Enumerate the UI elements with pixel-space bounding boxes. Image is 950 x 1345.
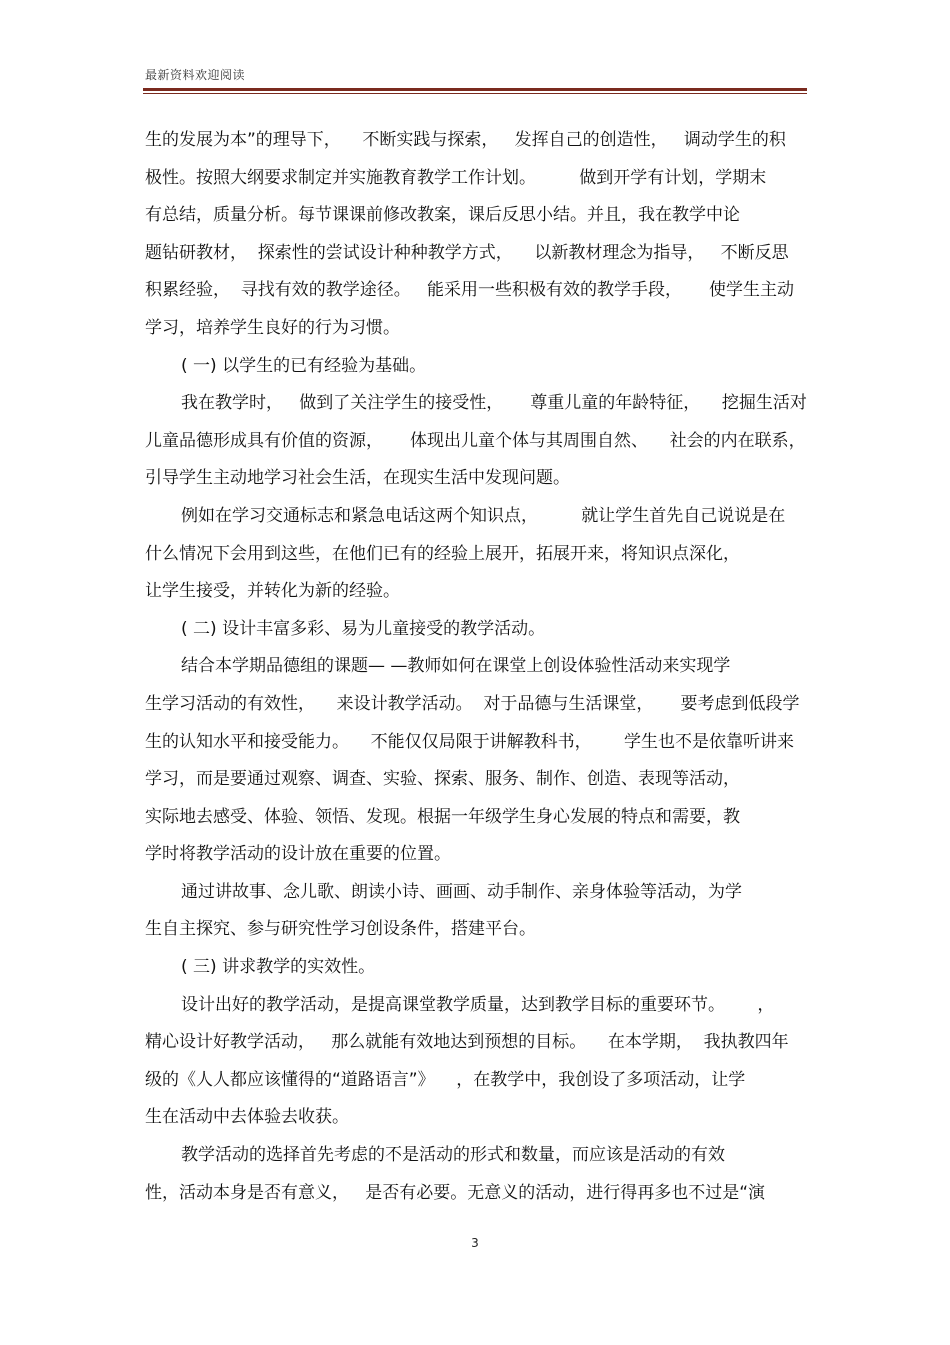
text-line: ( 三) 讲求教学的实效性。 [181, 957, 376, 978]
text-line: 我在教学时， 做到了关注学生的接受性， 尊重儿童的年龄特征， 挖掘生活对 [181, 393, 807, 414]
text-line: 题钻研教材， 探索性的尝试设计种种教学方式， 以新教材理念为指导， 不断反思 [145, 242, 789, 263]
text-line: 通过讲故事、念儿歌、朗读小诗、画画、动手制作、亲身体验等活动，为学 [181, 881, 742, 902]
text-line: 生的认知水平和接受能力。 不能仅仅局限于讲解教科书， 学生也不是依靠听讲来 [145, 731, 795, 752]
text-line: ( 一) 以学生的已有经验为基础。 [181, 355, 427, 376]
text-line: 教学活动的选择首先考虑的不是活动的形式和数量，而应该是活动的有效 [181, 1145, 725, 1166]
text-line: 让学生接受，并转化为新的经验。 [145, 581, 400, 602]
text-line: 积累经验， 寻找有效的教学途径。 能采用一些积极有效的教学手段， 使学生主动 [145, 280, 795, 301]
text-line: 有总结，质量分析。每节课课前修改教案，课后反思小结。并且，我在教学中论 [145, 205, 740, 226]
text-line: ( 二) 设计丰富多彩、易为儿童接受的教学活动。 [181, 618, 546, 639]
text-line: 级的《人人都应该懂得的“道路语言”》 ，在教学中，我创设了多项活动，让学 [145, 1069, 746, 1090]
text-line: 实际地去感受、体验、领悟、发现。根据一年级学生身心发展的特点和需要，教 [145, 806, 740, 827]
text-line: 生学习活动的有效性， 来设计教学活动。 对于品德与生活课堂， 要考虑到低段学 [145, 693, 800, 714]
text-line: 性，活动本身是否有意义， 是否有必要。无意义的活动，进行得再多也不过是“演 [145, 1182, 766, 1203]
text-line: 精心设计好教学活动， 那么就能有效地达到预想的目标。 在本学期， 我执教四年 [145, 1032, 789, 1053]
page-header: 最新资料欢迎阅读 [145, 68, 246, 82]
text-line: 儿童品德形成具有价值的资源， 体现出儿童个体与其周围自然、 社会的内在联系， [145, 430, 806, 451]
text-line: 极性。按照大纲要求制定并实施教育教学工作计划。 做到开学有计划，学期末 [145, 167, 767, 188]
page-number: 3 [471, 1236, 479, 1250]
cutoff-line [145, 1218, 805, 1230]
text-line: 例如在学习交通标志和紧急电话这两个知识点， 就让学生首先自己说说是在 [181, 505, 786, 526]
text-line: 学习，而是要通过观察、调查、实验、探索、服务、制作、创造、表现等活动， [145, 769, 740, 790]
text-line: 学习，培养学生良好的行为习惯。 [145, 317, 400, 338]
text-line: 生的发展为本”的理导下， 不断实践与探索， 发挥自己的创造性， 调动学生的积 [145, 130, 786, 150]
text-line: 结合本学期品德组的课题— —教师如何在课堂上创设体验性活动来实现学 [181, 656, 731, 677]
text-line: 什么情况下会用到这些，在他们已有的经验上展开，拓展开来，将知识点深化， [145, 543, 740, 564]
body-text [145, 122, 810, 1212]
text-line: 学时将教学活动的设计放在重要的位置。 [145, 844, 451, 865]
header-rule-thick [143, 88, 807, 91]
text-line: 引导学生主动地学习社会生活，在现实生活中发现问题。 [145, 468, 570, 489]
text-line: 生自主探究、参与研究性学习创设条件，搭建平台。 [145, 919, 536, 940]
text-line: 设计出好的教学活动，是提高课堂教学质量，达到教学目标的重要环节。 ， [181, 994, 775, 1015]
header-rule-thin [143, 93, 807, 94]
text-line: 生在活动中去体验去收获。 [145, 1107, 349, 1128]
